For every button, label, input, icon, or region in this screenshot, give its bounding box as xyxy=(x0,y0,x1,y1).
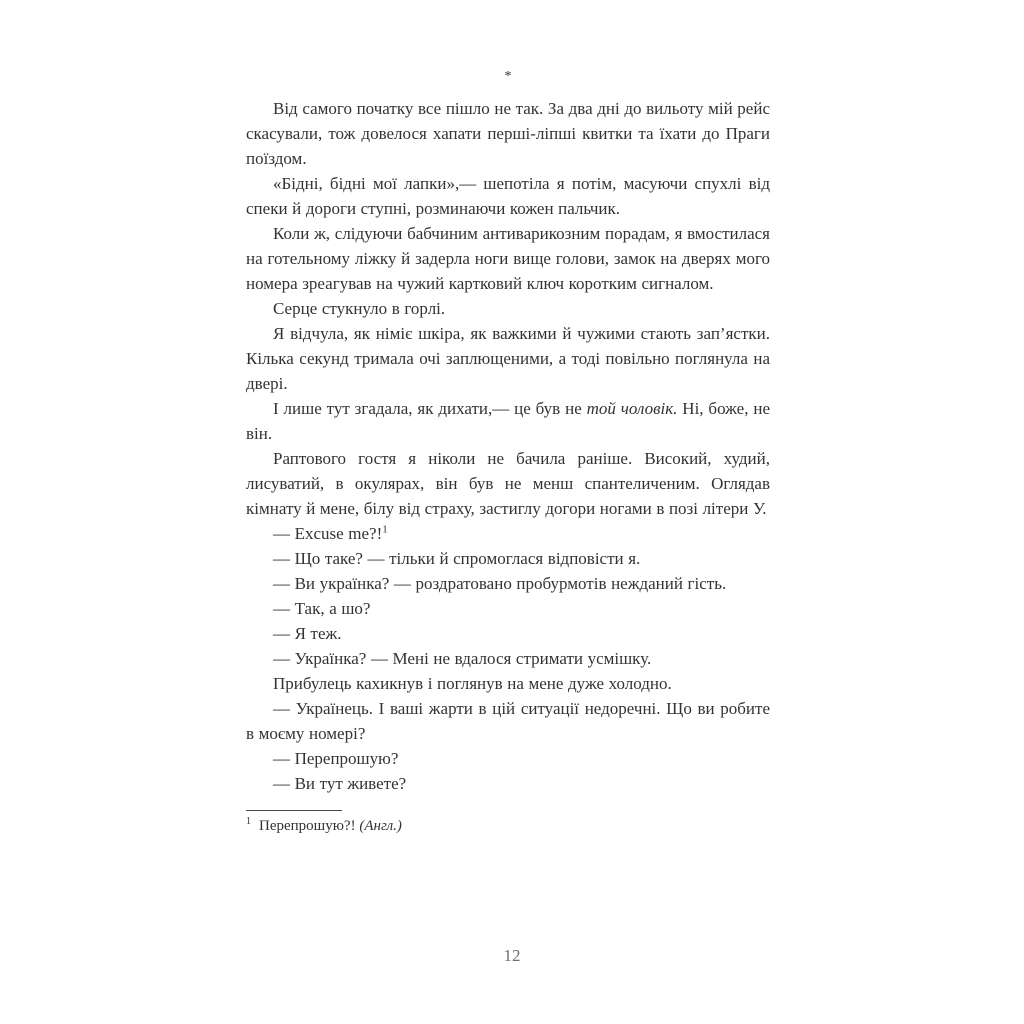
italic-text: (Англ.) xyxy=(359,818,402,834)
text-run: — Що таке? — тільки й спромоглася відповісти я. xyxy=(273,549,641,568)
paragraph xyxy=(246,696,770,746)
text-run: Прибулець кахикнув і поглянув на мене дуже холодно. xyxy=(273,674,672,693)
footnote-text xyxy=(246,816,770,837)
text-run: Коли ж, слідуючи бабчиним антиварикозним порадам, я вмостилася на готельному ліжку й задерла ноги вище голови, замок на дверях мого номера зреагував на чужий картковий ключ коротким сигналом. xyxy=(246,224,770,293)
paragraph xyxy=(246,621,770,646)
italic-text: той чоловік. xyxy=(586,399,678,418)
text-run: — Перепрошую? xyxy=(273,749,399,768)
text-run: І лише тут згадала, як дихати,— це був не xyxy=(273,399,587,418)
paragraphs-container xyxy=(246,96,770,796)
paragraph xyxy=(246,746,770,771)
paragraph xyxy=(246,571,770,596)
paragraph xyxy=(246,321,770,396)
text-run: — Я теж. xyxy=(273,624,342,643)
section-ornament: * xyxy=(504,69,512,84)
paragraph xyxy=(246,171,770,221)
paragraph xyxy=(246,646,770,671)
paragraph xyxy=(246,221,770,296)
paragraph xyxy=(246,596,770,621)
text-run: «Бідні, бідні мої лапки»,— шепотіла я потім, масуючи спухлі від спеки й дороги ступні, розминаючи кожен пальчик. xyxy=(246,174,770,218)
text-run: — Ви українка? — роздратовано пробурмотів нежданий гість. xyxy=(273,574,727,593)
footnote-area xyxy=(246,810,770,837)
text-run: Раптового гостя я ніколи не бачила раніше. Високий, худий, лисуватий, в окулярах, він був не менш спантеличеним. Оглядав кімнату й мене, білу від страху, застиглу догори ногами в позі літери У. xyxy=(246,449,770,518)
text-run: Я відчула, як німіє шкіра, як важкими й чужими стають зап’ястки. Кілька секунд тримала очі заплющеними, а тоді повільно поглянула на двері. xyxy=(246,324,770,393)
text-run: — Українка? — Мені не вдалося стримати усмішку. xyxy=(273,649,652,668)
paragraph xyxy=(246,396,770,446)
text-block xyxy=(246,70,770,837)
page-number: 12 xyxy=(503,946,521,965)
text-run: — Ви тут живете? xyxy=(273,774,407,793)
paragraph xyxy=(246,671,770,696)
text-run: Від самого початку все пішло не так. За два дні до вильоту мій рейс скасували, тож довелося хапати перші-ліпші квитки та їхати до Праги поїздом. xyxy=(246,99,770,168)
paragraph xyxy=(246,446,770,521)
text-run: — Українець. І ваші жарти в цій ситуації недоречні. Що ви робите в моєму номері? xyxy=(246,699,770,743)
text-run: — Excuse me?! xyxy=(273,524,383,543)
paragraph xyxy=(246,771,770,796)
paragraph xyxy=(246,546,770,571)
footnote-marker: 1 xyxy=(246,816,251,827)
text-run: Серце стукнуло в горлі. xyxy=(273,299,446,318)
paragraph xyxy=(246,521,770,546)
text-run: — Так, а шо? xyxy=(273,599,371,618)
text-run: Ні, боже, не він. xyxy=(246,399,770,443)
paragraph xyxy=(246,296,770,321)
paragraph xyxy=(246,96,770,171)
text-run: Перепрошую?! xyxy=(259,818,360,834)
footnote-ref: 1 xyxy=(382,523,388,536)
footnote-divider xyxy=(246,810,342,811)
